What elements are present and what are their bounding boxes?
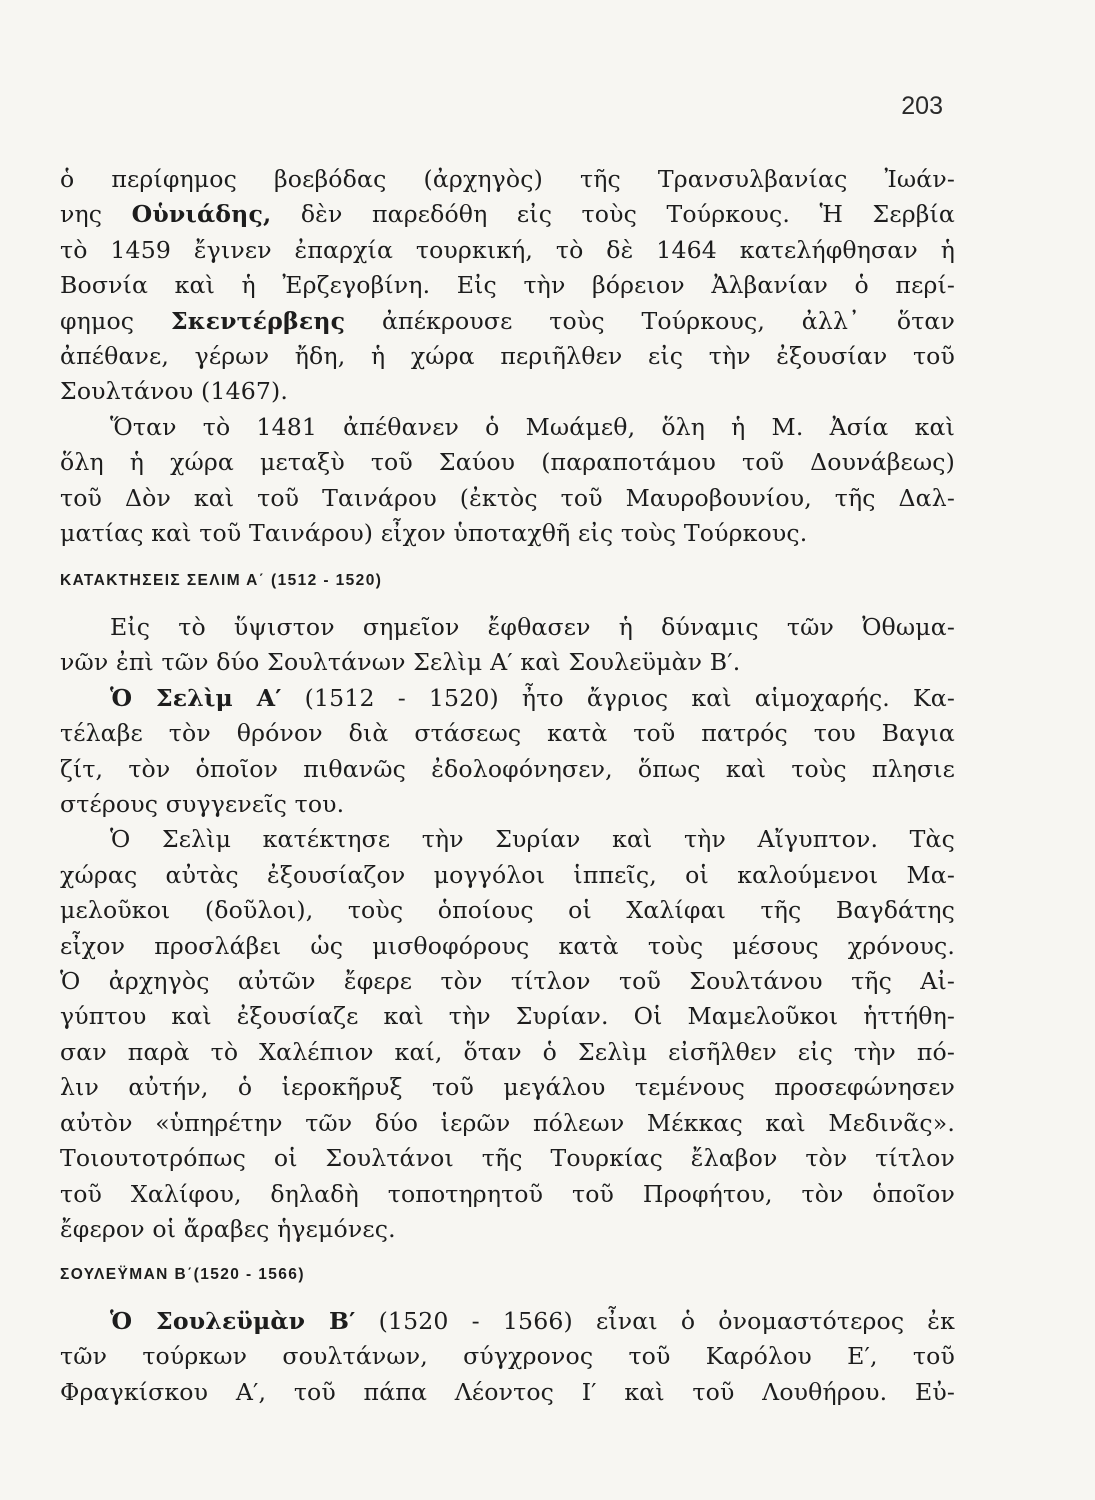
text-line: Τοιουτοτρόπως οἱ Σουλτάνοι τῆς Τουρκίας ἔλαβον τὸν τίτλον xyxy=(60,1144,955,1173)
text-line: Εἰς τὸ ὕψιστον σημεῖον ἔφθασεν ἡ δύναμις τῶν Ὀθωμα- xyxy=(110,613,955,641)
text-line: τὸ 1459 ἔγινεν ἐπαρχία τουρκική, τὸ δὲ 1464 κατελήφθησαν ἡ xyxy=(60,235,955,264)
text-line: τοῦ Χαλίφου, δηλαδὴ τοποτηρητοῦ τοῦ Προφήτου, τὸν ὁποῖον xyxy=(60,1179,955,1208)
text-line: Ὅταν τὸ 1481 ἀπέθανεν ὁ Μωάμεθ, ὅλη ἡ Μ. Ἀσία καὶ xyxy=(110,412,955,441)
text-line: Ὁ Σουλεϋμὰν Β′ (1520 - 1566) εἶναι ὁ ὀνομαστότερος ἐκ xyxy=(110,1307,955,1335)
text-line: αὐτὸν «ὑπηρέτην τῶν δύο ἱερῶν πόλεων Μέκκας καὶ Μεδινᾶς». xyxy=(60,1108,955,1137)
text-line: στέρους συγγενεῖς του. xyxy=(60,790,345,819)
text-line: ἔφερον οἱ ἄραβες ἡγεμόνες. xyxy=(60,1214,396,1243)
paragraph-block-2 xyxy=(60,610,955,1247)
text-line: φημος Σκεντέρβεης ἀπέκρουσε τοὺς Τούρκους, ἀλλ᾿ ὅταν xyxy=(60,306,955,335)
text-line: γύπτου καὶ ἐξουσίαζε καὶ τὴν Συρίαν. Οἱ Μαμελοῦκοι ἡττήθη- xyxy=(60,1002,955,1031)
text-line: τέλαβε τὸν θρόνον διὰ στάσεως κατὰ τοῦ πατρός του Βαγια xyxy=(60,719,955,748)
text-line: ὅλη ἡ χώρα μεταξὺ τοῦ Σαύου (παραποτάμου τοῦ Δουνάβεως) xyxy=(60,448,955,477)
text-line: λιν αὐτήν, ὁ ἱεροκῆρυξ τοῦ μεγάλου τεμένους προσεφώνησεν xyxy=(60,1073,955,1102)
name-suleiman: Ὁ Σουλεϋμὰν Β′ xyxy=(110,1307,356,1335)
text-line: Ὁ ἀρχηγὸς αὐτῶν ἔφερε τὸν τίτλον τοῦ Σουλτάνου τῆς Αἰ- xyxy=(60,967,955,996)
text-line: νης Οὑνιάδης, δὲν παρεδόθη εἰς τοὺς Τούρκους. Ἡ Σερβία xyxy=(60,200,956,229)
text-line: σαν παρὰ τὸ Χαλέπιον καί, ὅταν ὁ Σελὶμ εἰσῆλθεν εἰς τὴν πό- xyxy=(60,1037,955,1066)
text-line: Φραγκίσκου Α′, τοῦ πάπα Λέοντος Ι′ καὶ τοῦ Λουθήρου. Εὐ- xyxy=(60,1377,955,1406)
name-skenterbeis: Σκεντέρβεης xyxy=(170,306,346,335)
text-line: τοῦ Δὸν καὶ τοῦ Ταινάρου (ἐκτὸς τοῦ Μαυροβουνίου, τῆς Δαλ- xyxy=(60,483,955,512)
section-heading-selim: ΚΑΤΑΚΤΗΣΕΙΣ ΣΕΛΙΜ Α΄ (1512 - 1520) xyxy=(60,572,383,589)
text-line: τῶν τούρκων σουλτάνων, σύγχρονος τοῦ Καρόλου Ε′, τοῦ xyxy=(60,1342,955,1371)
text-line: νῶν ἐπὶ τῶν δύο Σουλτάνων Σελὶμ Α′ καὶ Σουλεϋμὰν Β′. xyxy=(60,648,741,677)
text-line: χώρας αὐτὰς ἐξουσίαζον μογγόλοι ἱππεῖς, οἱ καλούμενοι Μα- xyxy=(60,860,955,889)
text-line: Βοσνία καὶ ἡ Ἐρζεγοβίνη. Εἰς τὴν βόρειον Ἀλβανίαν ὁ περί- xyxy=(60,271,955,300)
page-number: 203 xyxy=(901,92,943,120)
paragraph-block-1 xyxy=(60,162,955,551)
text-line: ματίας καὶ τοῦ Ταινάρου) εἶχον ὑποταχθῆ εἰς τοὺς Τούρκους. xyxy=(60,519,808,548)
name-selim: Ὁ Σελὶμ Α′ xyxy=(110,683,282,712)
name-ouniadis: Οὑνιάδης, xyxy=(131,200,272,229)
text-line: εἶχον προσλάβει ὡς μισθοφόρους κατὰ τοὺς μέσους χρόνους. xyxy=(60,931,955,960)
text-line: μελοῦκοι (δοῦλοι), τοὺς ὁποίους οἱ Χαλίφαι τῆς Βαγδάτης xyxy=(60,896,955,925)
paragraph-block-3 xyxy=(60,1304,955,1410)
text-line: Ὁ Σελὶμ Α′ (1512 - 1520) ἦτο ἄγριος καὶ αἱμοχαρής. Κα- xyxy=(110,683,955,712)
text-line: Ὁ Σελὶμ κατέκτησε τὴν Συρίαν καὶ τὴν Αἴγυπτον. Τὰς xyxy=(110,825,955,854)
text-line: Σουλτάνου (1467). xyxy=(60,377,289,406)
text-line: ζίτ, τὸν ὁποῖον πιθανῶς ἐδολοφόνησεν, ὅπως καὶ τοὺς πλησιε xyxy=(60,754,955,783)
section-heading-suleiman: ΣΟΥΛΕΫΜΑΝ Β΄(1520 - 1566) xyxy=(60,1266,305,1283)
text-line: ὁ περίφημος βοεβόδας (ἀρχηγὸς) τῆς Τρανσυλβανίας Ἰωάν- xyxy=(60,165,955,193)
text-line: ἀπέθανε, γέρων ἤδη, ἡ χώρα περιῆλθεν εἰς τὴν ἐξουσίαν τοῦ xyxy=(60,342,955,371)
